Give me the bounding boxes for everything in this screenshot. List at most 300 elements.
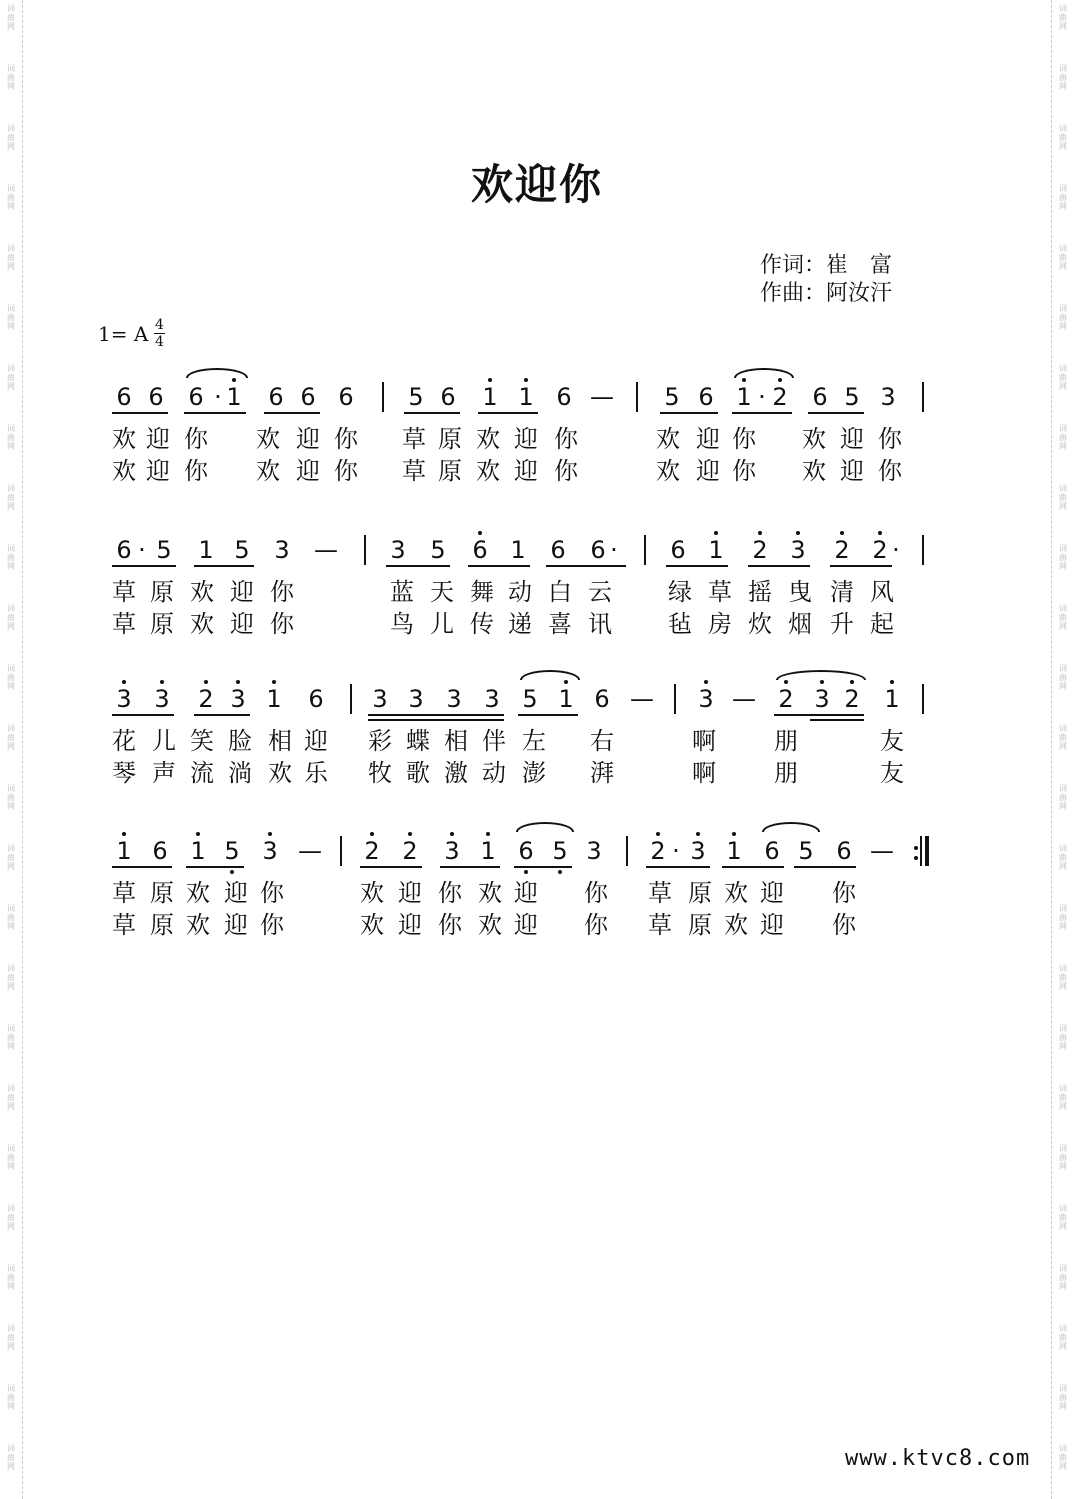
lyric-verse2: 迎 [514, 457, 538, 485]
jianpu-note: 3 [116, 685, 132, 713]
repeat-dot [914, 856, 918, 860]
jianpu-note: 5 [224, 837, 240, 865]
lyric-verse2: 迎 [230, 610, 254, 638]
lyric-verse2: 迎 [398, 911, 422, 939]
lyric-verse2: 你 [438, 911, 462, 939]
lyric-verse1: 欢 [190, 578, 214, 606]
octave-dot-high [370, 832, 374, 836]
lyric-verse1: 欢 [656, 425, 680, 453]
octave-dot-high [488, 378, 492, 382]
watermark-left: 词 曲 网 [7, 1324, 15, 1351]
lyric-verse2: 你 [184, 457, 208, 485]
octave-dot-high [714, 531, 718, 535]
jianpu-note: 1 [884, 685, 900, 713]
jianpu-note: 3 [446, 685, 462, 713]
watermark-left: 词 曲 网 [7, 124, 15, 151]
watermark-left: 词 曲 网 [7, 724, 15, 751]
lyric-verse1: 草 [112, 879, 136, 907]
lyric-verse1: 蓝 [390, 578, 414, 606]
watermark-left: 词 曲 网 [7, 1204, 15, 1231]
jianpu-note: 3 [690, 837, 706, 865]
lyric-verse1: 原 [438, 425, 462, 453]
jianpu-note: 5 [234, 536, 250, 564]
jianpu-note: 3 [262, 837, 278, 865]
beam-underline [546, 565, 626, 567]
lyric-verse1: 迎 [760, 879, 784, 907]
lyric-verse1: 迎 [696, 425, 720, 453]
beam-underline [404, 412, 460, 414]
watermark-right: 词 曲 网 [1059, 544, 1067, 571]
lyric-verse1: 你 [334, 425, 358, 453]
lyric-verse2: 你 [554, 457, 578, 485]
lyric-verse2: 讯 [588, 610, 612, 638]
jianpu-note: 6 [550, 536, 566, 564]
lyric-verse1: 你 [270, 578, 294, 606]
lyric-verse1: 原 [150, 578, 174, 606]
lyric-verse1: 你 [438, 879, 462, 907]
lyric-verse1: 你 [584, 879, 608, 907]
jianpu-note: · [214, 383, 222, 411]
barline [920, 836, 922, 866]
lyric-verse2: 欢 [256, 457, 280, 485]
lyric-verse2: 欢 [186, 911, 210, 939]
jianpu-note: 1 [726, 837, 742, 865]
beam-underline [440, 866, 500, 868]
watermark-right: 词 曲 网 [1059, 1144, 1067, 1171]
lyric-verse2: 友 [880, 759, 904, 787]
octave-dot-high [704, 680, 708, 684]
octave-dot-high [850, 680, 854, 684]
beam-underline [194, 714, 250, 716]
lyric-verse2: 歌 [406, 759, 430, 787]
lyric-verse1: 舞 [470, 578, 494, 606]
time-signature [154, 318, 165, 349]
lyric-verse1: 你 [260, 879, 284, 907]
lyric-verse2: 朋 [774, 759, 798, 787]
jianpu-note: 1 [190, 837, 206, 865]
jianpu-note: 3 [444, 837, 460, 865]
octave-dot-high [450, 832, 454, 836]
lyric-verse1: 欢 [802, 425, 826, 453]
lyric-verse2: 起 [870, 610, 894, 638]
jianpu-note: 2 [844, 685, 860, 713]
lyric-verse1: 风 [870, 578, 894, 606]
lyric-verse1: 草 [708, 578, 732, 606]
lyric-verse2: 欢 [476, 457, 500, 485]
beam-underline [830, 565, 892, 567]
key-signature: 1= A [98, 322, 149, 346]
jianpu-note: 6 [472, 536, 488, 564]
site-url: www.ktvc8.com [845, 1446, 1031, 1471]
beam-underline [468, 565, 530, 567]
jianpu-note: 6 [518, 837, 534, 865]
watermark-left: 词 曲 网 [7, 304, 15, 331]
jianpu-note: 6 [590, 536, 606, 564]
watermark-left: 词 曲 网 [7, 1144, 15, 1171]
jianpu-note: 3 [586, 837, 602, 865]
lyric-verse1: 曳 [788, 578, 812, 606]
beam-underline [732, 412, 792, 414]
lyric-verse2: 炊 [748, 610, 772, 638]
final-barline [925, 836, 929, 866]
lyric-verse2: 迎 [224, 911, 248, 939]
octave-dot-high [408, 832, 412, 836]
octave-dot-high [236, 680, 240, 684]
jianpu-note: 6 [594, 685, 610, 713]
lyric-verse1: 迎 [304, 727, 328, 755]
jianpu-note: — [298, 837, 322, 865]
watermark-right: 词 曲 网 [1059, 304, 1067, 331]
lyric-verse1: 原 [688, 879, 712, 907]
jianpu-note: 3 [698, 685, 714, 713]
octave-dot-high [732, 832, 736, 836]
octave-dot-high [742, 378, 746, 382]
watermark-right: 词 曲 网 [1059, 904, 1067, 931]
beam-underline [194, 565, 254, 567]
octave-dot-high [272, 680, 276, 684]
lyric-verse2: 牧 [368, 759, 392, 787]
octave-dot-high [160, 680, 164, 684]
jianpu-note: 6 [440, 383, 456, 411]
jianpu-note: 2 [752, 536, 768, 564]
jianpu-note: — [870, 837, 894, 865]
barline [644, 535, 646, 565]
lyric-verse2: 递 [508, 610, 532, 638]
lyric-verse2: 迎 [696, 457, 720, 485]
barline [382, 382, 384, 412]
lyric-verse2: 欢 [360, 911, 384, 939]
time-denominator: 4 [155, 334, 164, 350]
octave-dot-high [820, 680, 824, 684]
jianpu-note: 1 [482, 383, 498, 411]
watermark-left: 词 曲 网 [7, 664, 15, 691]
beam-underline [186, 866, 244, 868]
octave-dot-high [232, 378, 236, 382]
watermark-right: 词 曲 网 [1059, 1084, 1067, 1111]
lyric-verse1: 迎 [514, 879, 538, 907]
lyric-verse2: 房 [708, 610, 732, 638]
lyric-verse1: 白 [548, 578, 572, 606]
watermark-left: 词 曲 网 [7, 1444, 15, 1471]
jianpu-note: 2 [872, 536, 888, 564]
jianpu-note: 3 [880, 383, 896, 411]
beam-underline [386, 565, 450, 567]
jianpu-note: 6 [152, 837, 168, 865]
lyric-verse1: 绿 [668, 578, 692, 606]
lyric-verse1: 迎 [398, 879, 422, 907]
lyric-verse1: 欢 [186, 879, 210, 907]
watermark-right: 词 曲 网 [1059, 484, 1067, 511]
octave-dot-high [840, 531, 844, 535]
octave-dot-high [122, 680, 126, 684]
jianpu-note: 6 [116, 383, 132, 411]
lyric-verse1: 你 [878, 425, 902, 453]
watermark-left: 词 曲 网 [7, 4, 15, 31]
lyric-verse1: 迎 [224, 879, 248, 907]
watermark-right: 词 曲 网 [1059, 664, 1067, 691]
lyric-verse1: 欢 [476, 425, 500, 453]
watermark-right: 词 曲 网 [1059, 1024, 1067, 1051]
jianpu-note: — [630, 685, 654, 713]
watermark-left: 词 曲 网 [7, 1384, 15, 1411]
beam-underline [184, 412, 246, 414]
octave-dot-high [758, 531, 762, 535]
jianpu-note: 6 [698, 383, 714, 411]
lyric-verse2: 啊 [692, 759, 716, 787]
jianpu-note: 6 [300, 383, 316, 411]
lyric-verse2: 迎 [760, 911, 784, 939]
lyric-verse1: 迎 [514, 425, 538, 453]
lyric-verse1: 欢 [256, 425, 280, 453]
octave-dot-high [486, 832, 490, 836]
jianpu-note: 5 [430, 536, 446, 564]
watermark-left: 词 曲 网 [7, 904, 15, 931]
watermark-left: 词 曲 网 [7, 424, 15, 451]
lyric-verse2: 你 [270, 610, 294, 638]
jianpu-note: 1 [266, 685, 282, 713]
lyric-verse1: 草 [112, 578, 136, 606]
lyric-verse2: 欢 [724, 911, 748, 939]
jianpu-note: 6 [836, 837, 852, 865]
watermark-left: 词 曲 网 [7, 184, 15, 211]
lyric-verse2: 你 [334, 457, 358, 485]
jianpu-note: · [672, 837, 680, 865]
lyric-verse1: 朋 [774, 727, 798, 755]
lyric-verse2: 流 [190, 759, 214, 787]
barline [364, 535, 366, 565]
beam-underline [748, 565, 810, 567]
watermark-right: 词 曲 网 [1059, 604, 1067, 631]
jianpu-note: 3 [408, 685, 424, 713]
jianpu-note: 2 [650, 837, 666, 865]
watermark-right: 词 曲 网 [1059, 364, 1067, 391]
jianpu-note: 5 [664, 383, 680, 411]
beam-underline [514, 866, 572, 868]
slur-arc [776, 670, 866, 680]
beam-underline [794, 866, 856, 868]
lyric-verse1: 欢 [478, 879, 502, 907]
barline [922, 382, 924, 412]
lyric-verse2: 欢 [478, 911, 502, 939]
watermark-right: 词 曲 网 [1059, 784, 1067, 811]
beam-underline [112, 412, 168, 414]
lyric-verse2: 儿 [430, 610, 454, 638]
slur-arc [186, 368, 248, 378]
octave-dot-high [778, 378, 782, 382]
beam-underline-second [368, 719, 504, 721]
lyric-verse1: 摇 [748, 578, 772, 606]
lyric-verse2: 欢 [112, 457, 136, 485]
beam-underline-second [810, 719, 864, 721]
lyric-verse1: 原 [150, 879, 174, 907]
lyric-verse2: 湃 [590, 759, 614, 787]
lyric-verse1: 儿 [152, 727, 176, 755]
jianpu-note: 3 [230, 685, 246, 713]
jianpu-note: 5 [408, 383, 424, 411]
octave-dot-high [796, 531, 800, 535]
lyric-verse2: 迎 [296, 457, 320, 485]
watermark-left: 词 曲 网 [7, 484, 15, 511]
jianpu-note: · [610, 536, 618, 564]
barline [922, 535, 924, 565]
watermark-left: 词 曲 网 [7, 604, 15, 631]
octave-dot-high [784, 680, 788, 684]
jianpu-note: — [314, 536, 338, 564]
lyric-verse2: 迎 [514, 911, 538, 939]
jianpu-note: 2 [772, 383, 788, 411]
lyric-verse1: 草 [648, 879, 672, 907]
lyric-verse2: 你 [732, 457, 756, 485]
watermark-right: 词 曲 网 [1059, 184, 1067, 211]
lyric-verse2: 你 [584, 911, 608, 939]
beam-underline [478, 412, 538, 414]
jianpu-note: 1 [480, 837, 496, 865]
lyric-verse2: 欢 [190, 610, 214, 638]
barline [350, 684, 352, 714]
watermark-left: 词 曲 网 [7, 1084, 15, 1111]
lyric-verse2: 原 [150, 911, 174, 939]
jianpu-note: 3 [790, 536, 806, 564]
octave-dot-high [524, 378, 528, 382]
octave-dot-low [230, 870, 234, 874]
lyric-verse2: 欢 [656, 457, 680, 485]
lyric-verse1: 欢 [360, 879, 384, 907]
lyric-verse2: 声 [152, 759, 176, 787]
lyric-verse1: 你 [832, 879, 856, 907]
lyric-verse1: 左 [522, 727, 546, 755]
watermark-right: 词 曲 网 [1059, 964, 1067, 991]
jianpu-note: 2 [402, 837, 418, 865]
lyric-verse1: 清 [830, 578, 854, 606]
jianpu-note: — [590, 383, 614, 411]
lyric-verse2: 你 [832, 911, 856, 939]
lyric-verse1: 迎 [230, 578, 254, 606]
watermark-right: 词 曲 网 [1059, 1204, 1067, 1231]
beam-underline [112, 866, 172, 868]
jianpu-note: 6 [338, 383, 354, 411]
lyric-verse1: 迎 [296, 425, 320, 453]
jianpu-note: 6 [116, 536, 132, 564]
octave-dot-high [196, 832, 200, 836]
watermark-left: 词 曲 网 [7, 244, 15, 271]
lyric-verse1: 彩 [368, 727, 392, 755]
lyric-verse2: 动 [482, 759, 506, 787]
watermark-left: 词 曲 网 [7, 64, 15, 91]
lyric-verse2: 原 [688, 911, 712, 939]
watermark-left: 词 曲 网 [7, 844, 15, 871]
beam-underline [112, 565, 176, 567]
beam-underline [646, 866, 710, 868]
beam-underline [518, 714, 578, 716]
lyric-verse1: 动 [508, 578, 532, 606]
lyric-verse1: 草 [402, 425, 426, 453]
lyric-verse1: 你 [732, 425, 756, 453]
barline [674, 684, 676, 714]
lyric-verse2: 乐 [304, 759, 328, 787]
lyric-verse2: 你 [260, 911, 284, 939]
jianpu-note: 1 [558, 685, 574, 713]
watermark-right: 词 曲 网 [1059, 1324, 1067, 1351]
jianpu-note: 3 [274, 536, 290, 564]
lyric-verse2: 欢 [268, 759, 292, 787]
jianpu-note: 2 [778, 685, 794, 713]
barline [340, 836, 342, 866]
octave-dot-low [524, 870, 528, 874]
lyric-verse1: 右 [590, 727, 614, 755]
jianpu-note: 2 [198, 685, 214, 713]
lyric-verse2: 烟 [788, 610, 812, 638]
octave-dot-high [478, 531, 482, 535]
lyric-verse1: 欢 [112, 425, 136, 453]
jianpu-note: 6 [670, 536, 686, 564]
beam-underline [660, 412, 718, 414]
lyric-verse2: 迎 [840, 457, 864, 485]
lyric-verse1: 相 [444, 727, 468, 755]
jianpu-note: 6 [556, 383, 572, 411]
lyric-verse2: 欢 [802, 457, 826, 485]
lyric-verse2: 原 [150, 610, 174, 638]
jianpu-note: · [758, 383, 766, 411]
lyric-verse2: 毡 [668, 610, 692, 638]
lyric-verse1: 天 [430, 578, 454, 606]
watermark-left: 词 曲 网 [7, 1264, 15, 1291]
watermark-right: 词 曲 网 [1059, 1444, 1067, 1471]
watermark-right: 词 曲 网 [1059, 124, 1067, 151]
time-numerator: 4 [155, 317, 164, 333]
watermark-right: 词 曲 网 [1059, 724, 1067, 751]
jianpu-note: 5 [522, 685, 538, 713]
slur-arc [520, 670, 580, 680]
lyric-verse1: 欢 [724, 879, 748, 907]
watermark-left: 词 曲 网 [7, 964, 15, 991]
jianpu-note: 3 [484, 685, 500, 713]
jianpu-note: 1 [510, 536, 526, 564]
lyric-verse1: 啊 [692, 727, 716, 755]
jianpu-note: 1 [518, 383, 534, 411]
beam-underline [112, 714, 174, 716]
jianpu-note: 2 [364, 837, 380, 865]
watermark-right: 词 曲 网 [1059, 244, 1067, 271]
lyric-verse1: 迎 [840, 425, 864, 453]
lyric-verse2: 你 [878, 457, 902, 485]
octave-dot-high [696, 832, 700, 836]
octave-dot-high [656, 832, 660, 836]
repeat-dot [914, 846, 918, 850]
lyric-verse1: 迎 [146, 425, 170, 453]
watermark-left: 词 曲 网 [7, 364, 15, 391]
jianpu-note: 6 [188, 383, 204, 411]
composer-credit: 作曲：阿汝汗 [760, 281, 893, 306]
lyric-verse1: 友 [880, 727, 904, 755]
jianpu-note: 5 [798, 837, 814, 865]
watermark-right: 词 曲 网 [1059, 424, 1067, 451]
octave-dot-low [558, 870, 562, 874]
jianpu-note: 1 [736, 383, 752, 411]
jianpu-note: · [892, 536, 900, 564]
lyric-verse2: 原 [438, 457, 462, 485]
lyric-verse2: 喜 [548, 610, 572, 638]
watermark-right: 词 曲 网 [1059, 1264, 1067, 1291]
lyric-verse2: 草 [112, 911, 136, 939]
barline [922, 684, 924, 714]
beam-underline [666, 565, 728, 567]
octave-dot-high [122, 832, 126, 836]
credits [760, 252, 892, 308]
lyric-verse2: 激 [444, 759, 468, 787]
lyric-verse1: 伴 [482, 727, 506, 755]
beam-underline [808, 412, 864, 414]
jianpu-note: 3 [154, 685, 170, 713]
